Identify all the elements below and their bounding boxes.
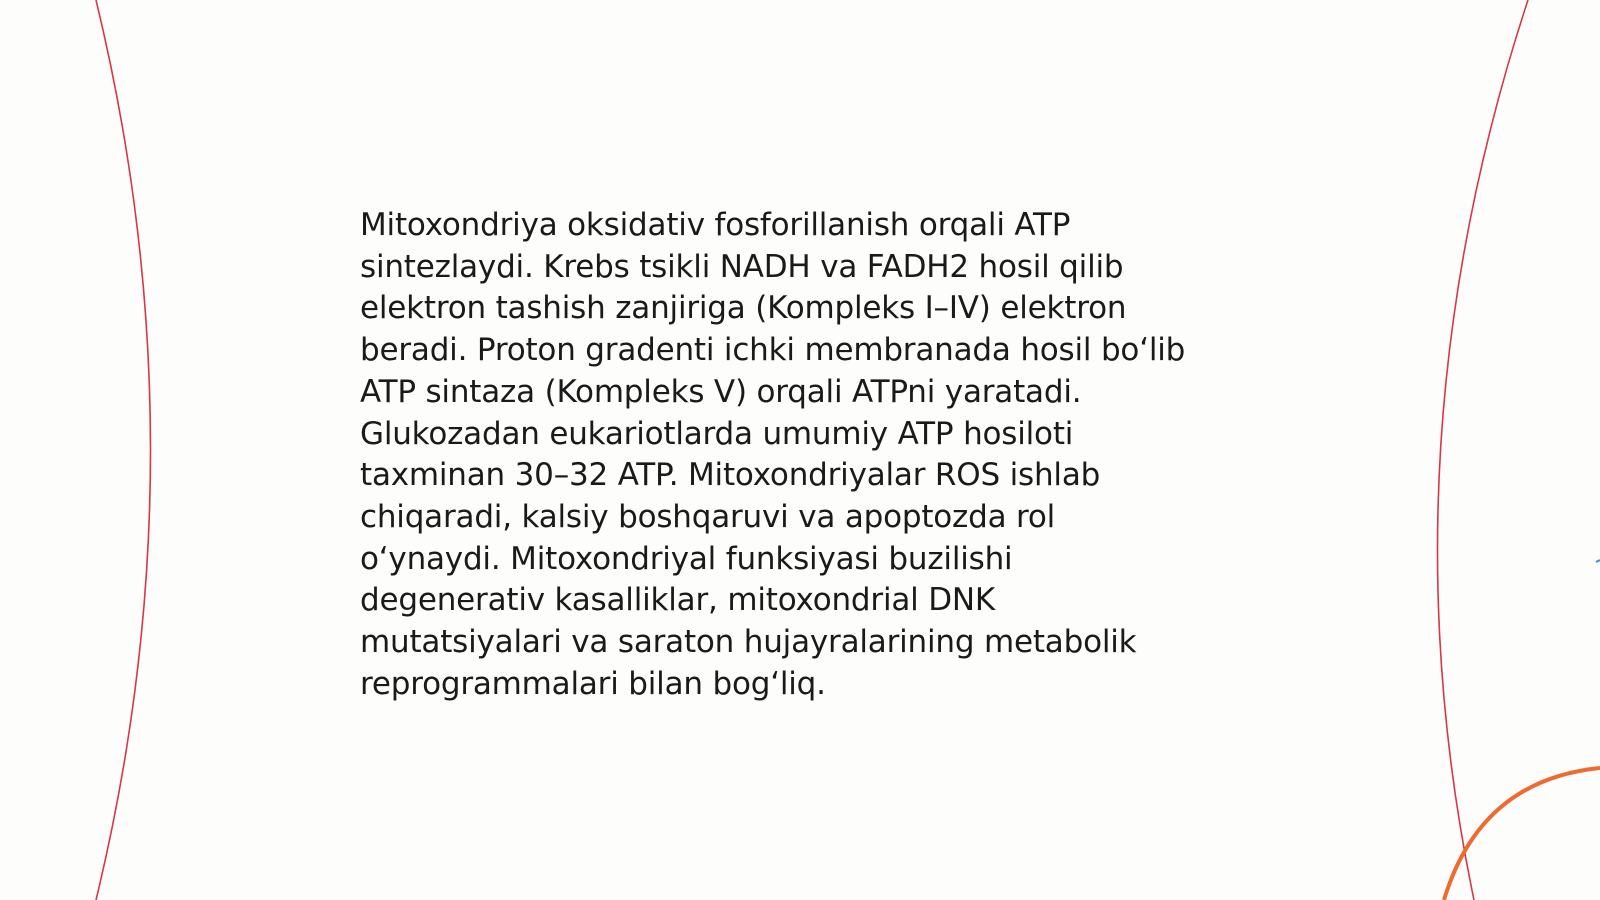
blue-tick-mark <box>1596 560 1600 562</box>
body-paragraph: Mitoxondriya oksidativ fosforillanish orqali ATP sintezlaydi. Krebs tsikli NADH va FADH2 hosil qilib elektron tashish zanjiriga (Kompleks I–IV) elektron beradi. Proton gradenti ichki membranada hosil bo‘lib ATP sintaza (Kompleks V) orqali ATPni yaratadi. Glukozadan eukariotlarda umumiy ATP hosiloti taxminan 30–32 ATP. Mitoxondriyalar ROS ishlab chiqaradi, kalsiy boshqaruvi va apoptozda rol o‘ynaydi. Mitoxondriyal funksiyasi buzilishi degenerativ kasalliklar, mitoxondrial DNK mutatsiyalari va saraton hujayralarining metabolik reprogrammalari bilan bog‘liq. <box>360 207 1186 702</box>
left-curve-line <box>96 0 151 900</box>
right-curve-line <box>1437 0 1528 900</box>
orange-arc <box>1444 768 1600 900</box>
